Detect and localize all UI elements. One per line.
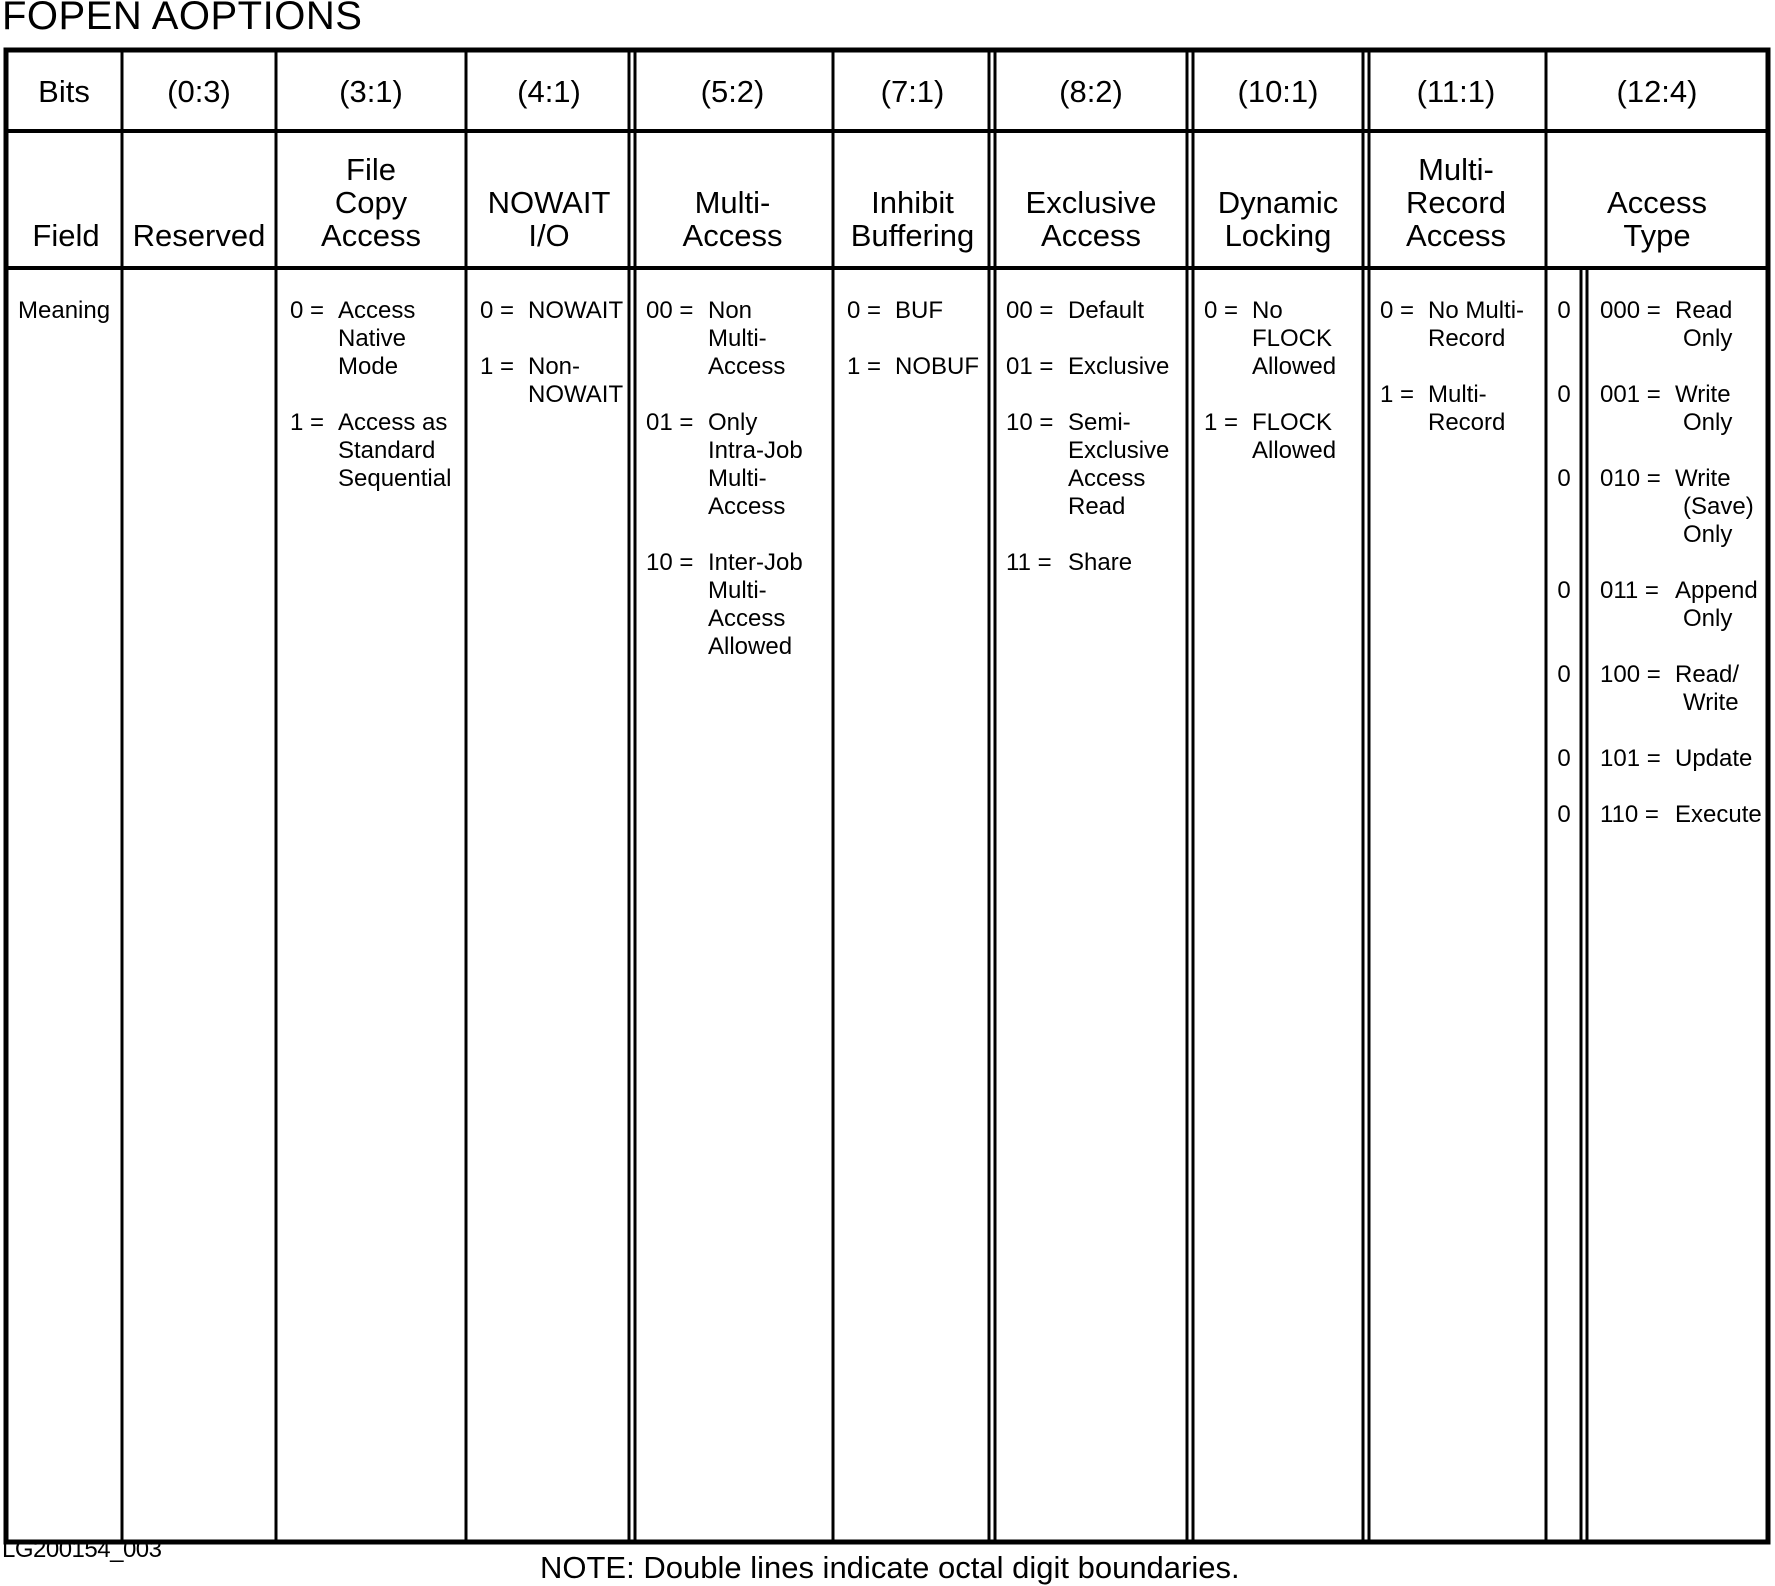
meaning-text: Mode — [338, 353, 399, 380]
access-type-code: 101 = — [1600, 745, 1661, 772]
access-type-meaning: Execute — [1675, 801, 1762, 828]
access-type-meaning: Only — [1683, 521, 1733, 548]
meaning-text: No Multi- — [1428, 297, 1525, 324]
meaning-text: Standard — [338, 437, 436, 464]
access-type-prefix: 0 — [1557, 381, 1571, 408]
access-type-prefix: 0 — [1557, 801, 1571, 828]
meaning-code: 0 = — [847, 297, 882, 324]
bits-label: (3:1) — [339, 74, 403, 109]
meaning-text: Exclusive — [1068, 437, 1170, 464]
access-type-meaning: (Save) — [1683, 493, 1754, 520]
meaning-code: 1 = — [1204, 409, 1239, 436]
access-type-meaning: Only — [1683, 605, 1733, 632]
meaning-text: Share — [1068, 549, 1133, 576]
meaning-text: Only — [708, 409, 758, 436]
diagram-title: FOPEN AOPTIONS — [2, 0, 363, 38]
field-row-label: Field — [32, 218, 100, 253]
meaning-code: 11 = — [1006, 549, 1052, 576]
field-label: Type — [1623, 218, 1691, 253]
meaning-code: 01 = — [646, 409, 694, 436]
access-type-meaning: Append — [1675, 577, 1758, 604]
access-type-meaning: Write — [1675, 381, 1731, 408]
meaning-text: Intra-Job — [708, 437, 803, 464]
meaning-code: 01 = — [1006, 353, 1054, 380]
meaning-text: No — [1252, 297, 1283, 324]
footnote: NOTE: Double lines indicate octal digit boundaries. — [540, 1550, 1240, 1585]
meaning-text: Non- — [528, 353, 581, 380]
meaning-text: Access — [1068, 465, 1146, 492]
meaning-code: 0 = — [290, 297, 325, 324]
meaning-text: Sequential — [338, 465, 452, 492]
field-label: Record — [1406, 185, 1506, 220]
access-type-prefix: 0 — [1557, 465, 1571, 492]
meaning-code: 0 = — [480, 297, 515, 324]
bits-label: (4:1) — [517, 74, 581, 109]
meaning-text: Allowed — [708, 633, 793, 660]
field-label: Multi- — [1418, 152, 1494, 187]
meaning-text: Allowed — [1252, 353, 1337, 380]
field-label: Exclusive — [1025, 185, 1157, 220]
access-type-code: 011 = — [1600, 577, 1659, 604]
meaning-text: Exclusive — [1068, 353, 1170, 380]
bits-label: (5:2) — [700, 74, 765, 109]
bits-label: (7:1) — [880, 74, 945, 109]
access-type-meaning: Only — [1683, 409, 1733, 436]
bits-label: (10:1) — [1237, 74, 1319, 109]
field-label: Buffering — [850, 218, 975, 253]
access-type-prefix: 0 — [1557, 745, 1571, 772]
meaning-text: Non — [708, 297, 753, 324]
access-type-code: 110 = — [1600, 801, 1659, 828]
access-type-meaning: Write — [1683, 689, 1739, 716]
access-type-code: 100 = — [1600, 661, 1661, 688]
table-frame — [6, 50, 1768, 1542]
figure-id: LG200154_003 — [2, 1536, 162, 1563]
meaning-code: 1 = — [1380, 381, 1415, 408]
bits-label: (8:2) — [1059, 74, 1123, 109]
meaning-text: Inter-Job — [708, 549, 803, 576]
field-label: File — [346, 152, 396, 187]
meaning-text: Read — [1068, 493, 1126, 520]
meaning-code: 00 = — [1006, 297, 1054, 324]
access-type-meaning: Read/ — [1675, 661, 1740, 688]
meaning-text: FLOCK — [1252, 325, 1333, 352]
meaning-text: FLOCK — [1252, 409, 1333, 436]
meaning-text: NOWAIT — [528, 297, 624, 324]
meaning-text: NOWAIT — [528, 381, 624, 408]
field-label: Access — [682, 218, 783, 253]
field-label: Multi- — [694, 185, 771, 220]
bits-row-label: Bits — [38, 74, 90, 109]
access-type-prefix: 0 — [1557, 297, 1571, 324]
meaning-text: Multi- — [708, 577, 767, 604]
meaning-text: Multi- — [708, 465, 767, 492]
meaning-code: 10 = — [1006, 409, 1054, 436]
access-type-code: 010 = — [1600, 465, 1661, 492]
meaning-code: 0 = — [1204, 297, 1239, 324]
field-label: Access — [1406, 218, 1506, 253]
meaning-text: Access as — [338, 409, 448, 436]
field-label: Access — [1607, 185, 1707, 220]
field-label: Inhibit — [871, 185, 954, 220]
access-type-meaning: Read — [1675, 297, 1733, 324]
meaning-code: 00 = — [646, 297, 694, 324]
field-label: NOWAIT — [487, 185, 611, 220]
meaning-text: Default — [1068, 297, 1145, 324]
field-label: Copy — [334, 185, 408, 220]
meaning-code: 1 = — [290, 409, 325, 436]
meaning-text: Record — [1428, 409, 1506, 436]
field-label: I/O — [528, 218, 570, 253]
access-type-code: 000 = — [1600, 297, 1661, 324]
meaning-row-label: Meaning — [18, 297, 111, 324]
meaning-text: NOBUF — [895, 353, 979, 380]
meaning-text: Access — [708, 493, 786, 520]
meaning-text: BUF — [895, 297, 943, 324]
meaning-text: Record — [1428, 325, 1506, 352]
bits-label: (12:4) — [1616, 74, 1698, 109]
field-label: Access — [1041, 218, 1141, 253]
access-type-meaning: Update — [1675, 745, 1753, 772]
meaning-text: Semi- — [1068, 409, 1131, 436]
access-type-prefix: 0 — [1557, 661, 1571, 688]
meaning-text: Access — [708, 353, 786, 380]
meaning-code: 1 = — [480, 353, 515, 380]
access-type-meaning: Write — [1675, 465, 1731, 492]
field-label: Access — [321, 218, 421, 253]
access-type-code: 001 = — [1600, 381, 1661, 408]
meaning-code: 10 = — [646, 549, 694, 576]
meaning-text: Native — [338, 325, 407, 352]
meaning-text: Multi- — [1428, 381, 1487, 408]
bits-label: (11:1) — [1416, 74, 1496, 109]
access-type-meaning: Only — [1683, 325, 1733, 352]
meaning-text: Access — [338, 297, 416, 324]
meaning-text: Access — [708, 605, 786, 632]
field-label: Reserved — [132, 218, 266, 253]
meaning-text: Allowed — [1252, 437, 1337, 464]
access-type-prefix: 0 — [1557, 577, 1571, 604]
meaning-text: Multi- — [708, 325, 767, 352]
meaning-code: 1 = — [847, 353, 882, 380]
bits-label: (0:3) — [167, 74, 231, 109]
meaning-code: 0 = — [1380, 297, 1415, 324]
field-label: Locking — [1224, 218, 1332, 253]
field-label: Dynamic — [1217, 185, 1339, 220]
